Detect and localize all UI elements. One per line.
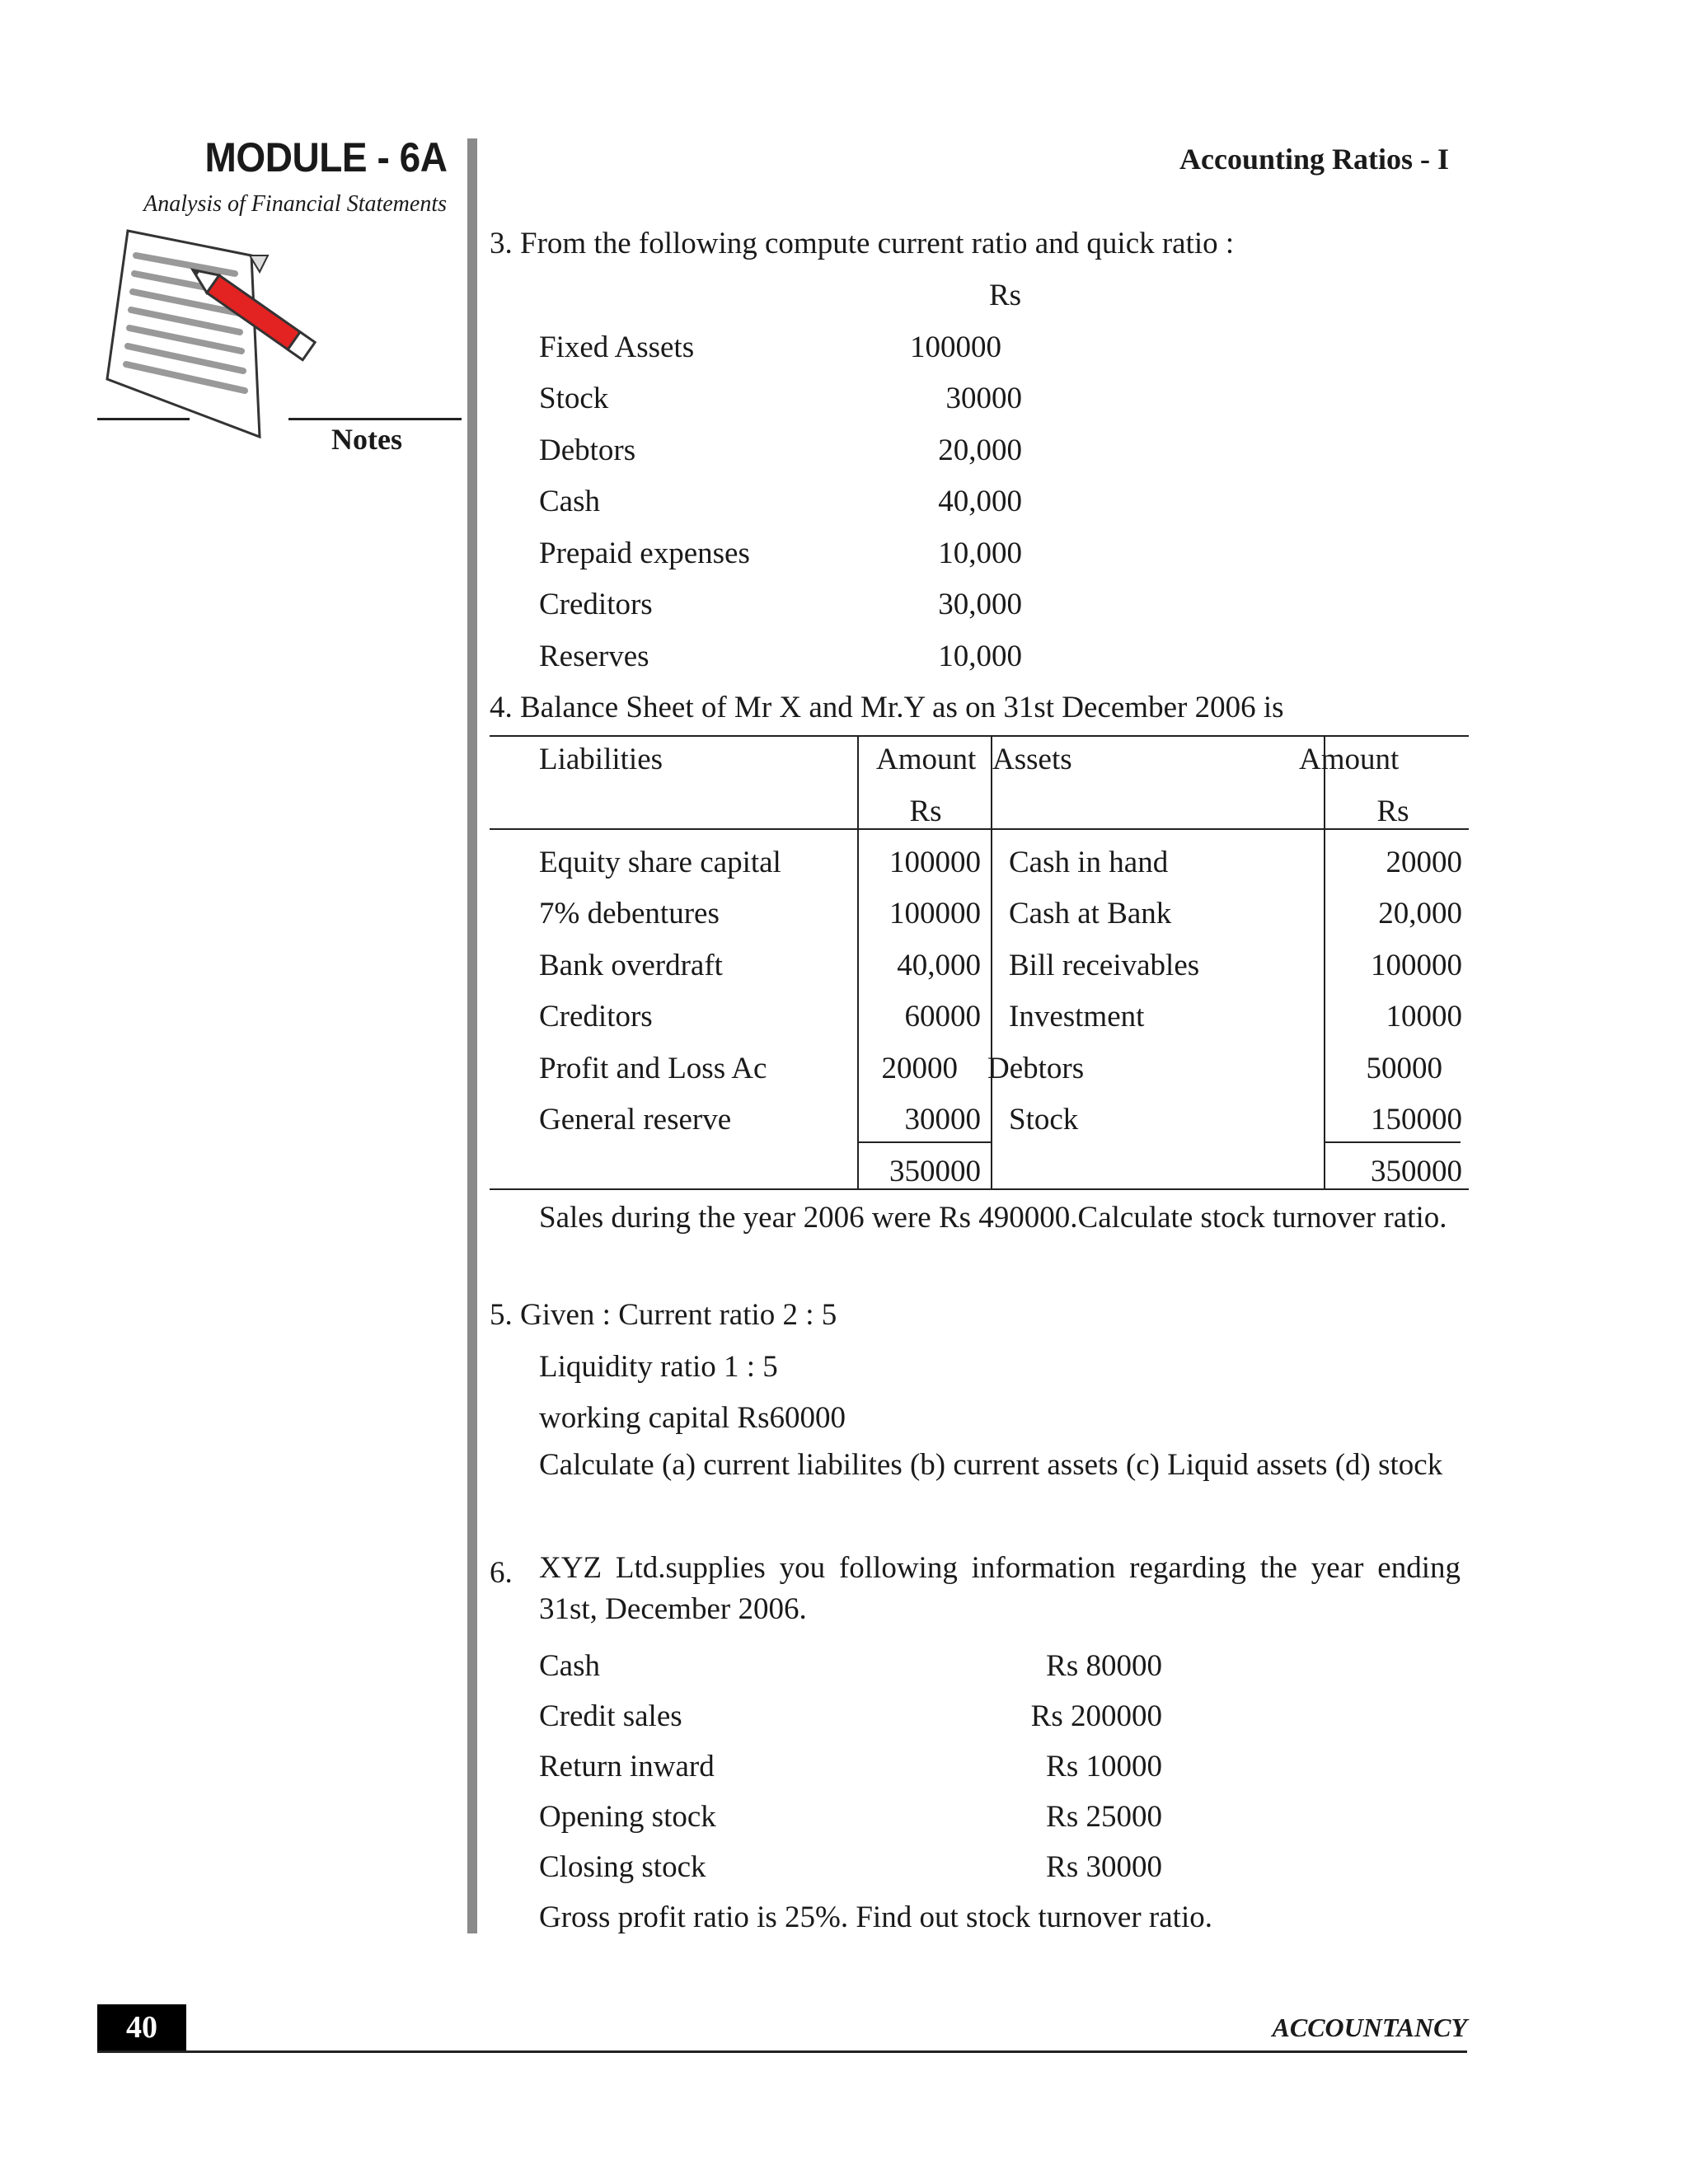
bs-asset-amount: 20000 <box>1386 846 1462 879</box>
bs-asset: Cash in hand <box>1009 846 1169 879</box>
q3-row-value: 10,000 <box>938 537 1022 570</box>
bs-asset-amount: 150000 <box>1371 1103 1462 1137</box>
q3-row-label: Prepaid expenses <box>539 537 750 570</box>
bs-asset-amount: 10000 <box>1386 1000 1462 1033</box>
q6-row-label: Closing stock <box>539 1850 706 1884</box>
q3-row-value: 100000 <box>910 330 1001 364</box>
bs-total-liabilities: 350000 <box>889 1155 981 1188</box>
bs-asset: Stock <box>1009 1103 1079 1137</box>
notes-divider-right <box>288 418 462 420</box>
q6-row-label: Credit sales <box>539 1699 682 1733</box>
bs-asset: Cash at Bank <box>1009 897 1172 930</box>
q3-row-value: 20,000 <box>938 434 1022 467</box>
q6-row-value: Rs 10000 <box>1046 1750 1162 1783</box>
footer-subject: ACCOUNTANCY <box>1272 2013 1467 2042</box>
q3-currency-heading: Rs <box>989 279 1022 312</box>
bs-total-assets: 350000 <box>1371 1155 1462 1188</box>
bs-header-liabilities: Liabilities <box>539 743 663 776</box>
q4-question: 4. Balance Sheet of Mr X and Mr.Y as on 31st December 2006 is <box>490 691 1284 724</box>
q3-row-value: 30000 <box>945 382 1022 415</box>
bs-header-amount: Amount <box>1299 743 1400 776</box>
q6-row-value: Rs 25000 <box>1046 1800 1162 1834</box>
bs-header-assets: Assets <box>992 743 1072 776</box>
module-title: MODULE - 6A <box>204 134 447 180</box>
q5-calculate: Calculate (a) current liabilites (b) current assets (c) Liquid assets (d) stock <box>539 1448 1443 1482</box>
module-subtitle: Analysis of Financial Statements <box>143 191 447 217</box>
bs-liability: Bank overdraft <box>539 949 723 982</box>
q6-row-value: Rs 200000 <box>1030 1699 1162 1733</box>
page-number: 40 <box>126 2010 157 2045</box>
bs-liability-amount: 30000 <box>904 1103 981 1137</box>
balance-sheet-header-rule <box>490 828 1469 830</box>
bs-header-currency: Rs <box>1376 794 1409 828</box>
q6-row-value: Rs 80000 <box>1046 1649 1162 1683</box>
bs-liability-amount: 100000 <box>889 897 981 930</box>
bs-asset-amount: 20,000 <box>1378 897 1462 930</box>
balance-sheet-subtotal-rule <box>1325 1141 1461 1143</box>
q3-row-label: Creditors <box>539 588 653 621</box>
bs-asset-amount: 100000 <box>1371 949 1462 982</box>
q3-row-label: Fixed Assets <box>539 330 695 364</box>
bs-liability: Equity share capital <box>539 846 781 879</box>
bs-header-amount: Amount <box>876 743 977 776</box>
q3-row-label: Reserves <box>539 640 649 673</box>
balance-sheet-bottom-rule <box>490 1188 1469 1190</box>
bs-asset: Bill receivables <box>1009 949 1200 982</box>
bs-asset-amount: 50000 <box>1366 1052 1442 1085</box>
bs-header-currency: Rs <box>909 794 942 828</box>
q6-row-label: Opening stock <box>539 1800 716 1834</box>
q3-row-value: 30,000 <box>938 588 1022 621</box>
q4-note: Sales during the year 2006 were Rs 490000.Calculate stock turnover ratio. <box>539 1201 1447 1235</box>
q3-row-label: Debtors <box>539 434 636 467</box>
q3-row-value: 40,000 <box>938 485 1022 518</box>
bs-liability-amount: 100000 <box>889 846 981 879</box>
bs-liability: General reserve <box>539 1103 732 1137</box>
q6-number: 6. <box>490 1556 513 1590</box>
q5-liquidity: Liquidity ratio 1 : 5 <box>539 1350 778 1384</box>
page-header-title: Accounting Ratios - I <box>1179 143 1449 176</box>
q3-question: 3. From the following compute current ratio and quick ratio : <box>490 227 1235 260</box>
bs-liability-amount: 40,000 <box>897 949 981 982</box>
notes-label: Notes <box>331 423 402 456</box>
q3-row-value: 10,000 <box>938 640 1022 673</box>
notepad-pencil-icon <box>95 223 466 462</box>
bs-liability: Creditors <box>539 1000 653 1033</box>
q6-question: XYZ Ltd.supplies you following information regarding the year ending 31st, December 2006. <box>539 1551 1461 1626</box>
bs-liability-amount: 60000 <box>904 1000 981 1033</box>
bs-liability: Profit and Loss Ac <box>539 1052 767 1085</box>
footer-rule <box>97 2050 1467 2053</box>
bs-liability: 7% debentures <box>539 897 720 930</box>
notes-divider-left <box>97 418 190 420</box>
margin-divider <box>467 138 477 1933</box>
q5-given: 5. Given : Current ratio 2 : 5 <box>490 1298 837 1332</box>
bs-asset: Investment <box>1009 1000 1145 1033</box>
bs-liability-amount: 20000 <box>881 1052 958 1085</box>
q3-row-label: Cash <box>539 485 600 518</box>
balance-sheet-top-rule <box>490 735 1469 737</box>
balance-sheet-subtotal-rule <box>857 1141 992 1143</box>
bs-asset: Debtors <box>987 1052 1085 1085</box>
q6-row-value: Rs 30000 <box>1046 1850 1162 1884</box>
q6-conclusion: Gross profit ratio is 25%. Find out stock turnover ratio. <box>539 1900 1212 1934</box>
q6-row-label: Return inward <box>539 1750 715 1783</box>
q5-working-capital: working capital Rs60000 <box>539 1401 846 1435</box>
q6-row-label: Cash <box>539 1649 600 1683</box>
q3-row-label: Stock <box>539 382 609 415</box>
